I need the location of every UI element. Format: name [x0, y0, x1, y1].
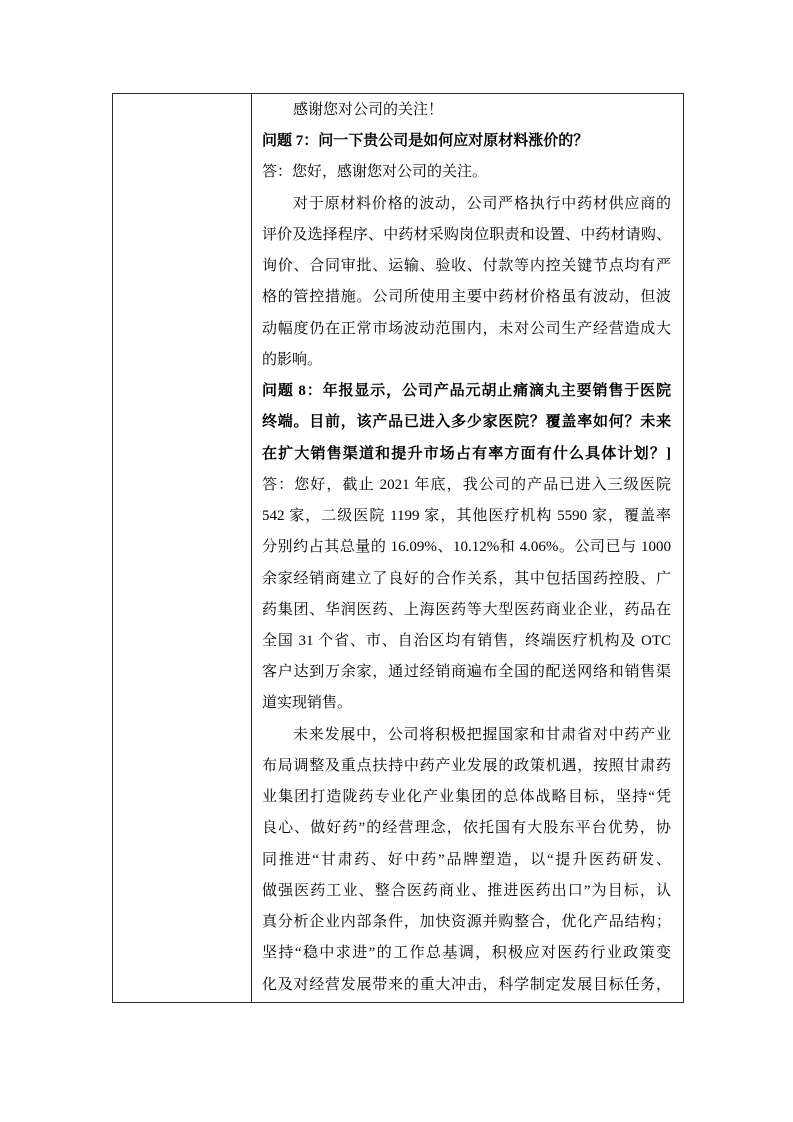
text-line: 布局调整及重点扶持中药产业发展的政策机遇，按照甘肃药 — [262, 757, 671, 774]
paragraph — [262, 470, 671, 720]
text-line: 答：您好，截止 2021 年底，我公司的产品已进入三级医院 — [262, 476, 671, 493]
text-line: 业集团打造陇药专业化产业集团的总体战略目标，坚持“凭 — [262, 789, 671, 806]
text-line: 化及对经营发展带来的重大冲击，科学制定发展目标任务， — [262, 976, 671, 993]
qa-record-table — [112, 93, 684, 1003]
text-line: 药集团、华润医药、上海医药等大型医药商业企业，药品在 — [262, 601, 671, 618]
paragraph — [262, 95, 671, 126]
answer-cell — [252, 94, 683, 1002]
paragraph — [262, 157, 671, 188]
text-line: 542 家，二级医院 1199 家，其他医疗机构 5590 家，覆盖率 — [262, 508, 671, 525]
paragraph — [262, 189, 671, 376]
text-line: 未来发展中，公司将积极把握国家和甘肃省对中药产业 — [293, 726, 671, 743]
text-line: 动幅度仍在正常市场波动范围内，未对公司生产经营造成大 — [262, 320, 671, 337]
text-line: 道实现销售。 — [262, 695, 353, 712]
text-line: 客户达到万余家，通过经销商遍布全国的配送网络和销售渠 — [262, 664, 671, 681]
text-line: 的影响。 — [262, 351, 323, 368]
text-line: 同推进“甘肃药、好中药”品牌塑造，以“提升医药研发、 — [262, 851, 671, 868]
paragraph — [262, 126, 671, 157]
text-line: 真分析企业内部条件，加快资源并购整合，优化产品结构； — [262, 914, 671, 931]
paragraph — [262, 720, 671, 1001]
text-line: 问题 8：年报显示，公司产品元胡止痛滴丸主要销售于医院 — [262, 383, 671, 400]
empty-label-cell — [113, 94, 252, 1002]
text-line: 问题 7：问一下贵公司是如何应对原材料涨价的？ — [262, 133, 589, 150]
text-line: 感谢您对公司的关注！ — [293, 102, 444, 118]
text-line: 终端。目前，该产品已进入多少家医院？覆盖率如何？未来 — [262, 414, 671, 431]
text-line: 对于原材料价格的波动，公司严格执行中药材供应商的 — [293, 195, 671, 212]
text-line: 良心、做好药”的经营理念，依托国有大股东平台优势，协 — [262, 820, 671, 837]
text-line: 评价及选择程序、中药材采购岗位职责和设置、中药材请购、 — [262, 226, 671, 243]
text-line: 询价、合同审批、运输、验收、付款等内控关键节点均有严 — [262, 258, 671, 275]
text-line: 全国 31 个省、市、自治区均有销售，终端医疗机构及 OTC — [262, 632, 671, 649]
text-line: 格的管控措施。公司所使用主要中药材价格虽有波动，但波 — [262, 289, 671, 306]
text-line: 余家经销商建立了良好的合作关系，其中包括国药控股、广 — [262, 570, 671, 587]
text-line: 做强医药工业、整合医药商业、推进医药出口”为目标，认 — [262, 882, 671, 899]
text-line: 坚持“稳中求进”的工作总基调，积极应对医药行业政策变 — [262, 945, 671, 962]
text-line: 在扩大销售渠道和提升市场占有率方面有什么具体计划？] — [262, 445, 671, 462]
text-line: 答：您好，感谢您对公司的关注。 — [262, 164, 488, 181]
paragraph — [262, 376, 671, 470]
text-line: 分别约占其总量的 16.09%、10.12%和 4.06%。公司已与 1000 — [262, 539, 671, 556]
